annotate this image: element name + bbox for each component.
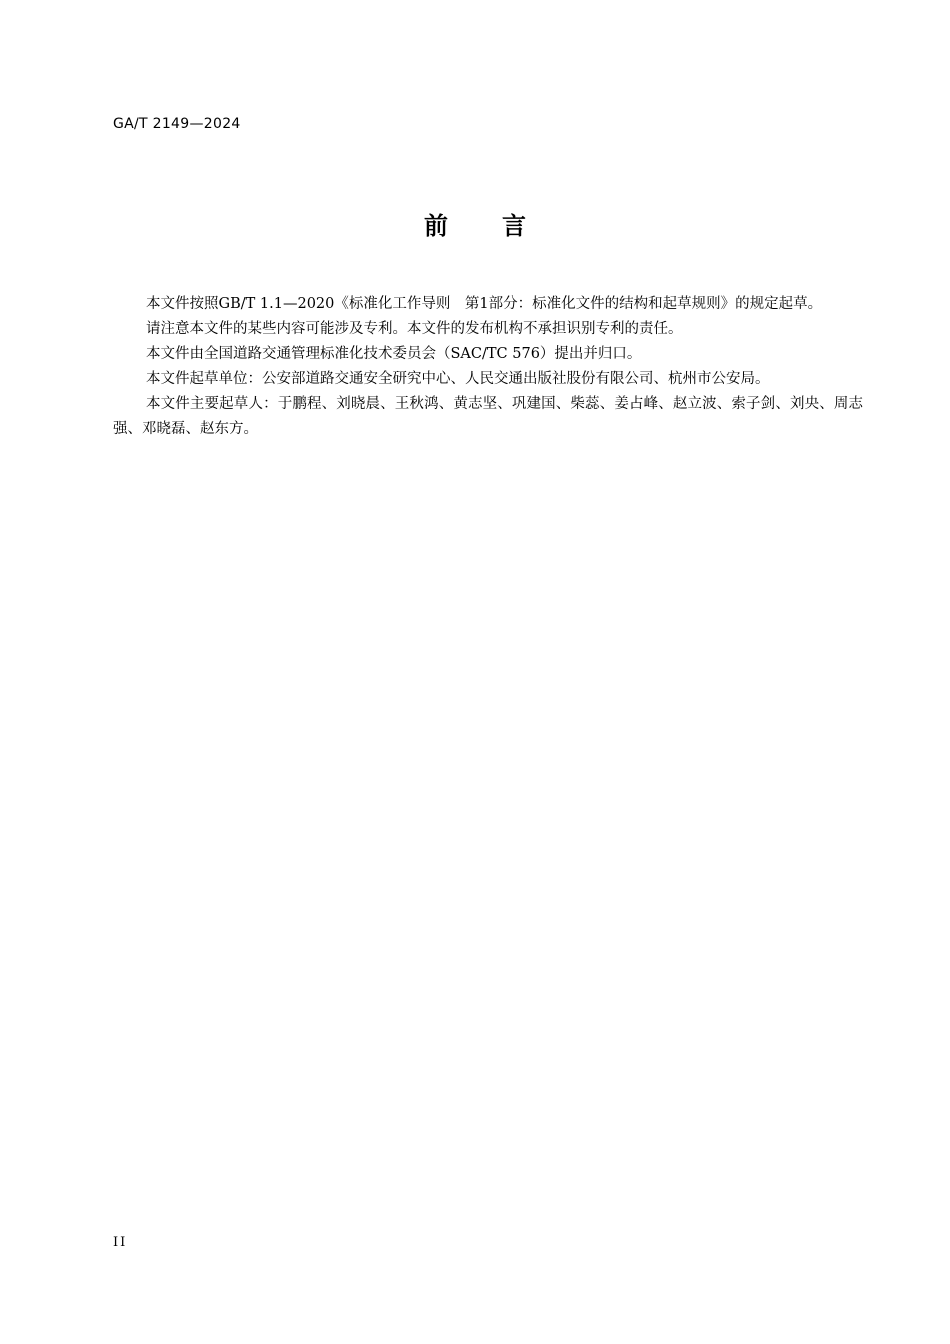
title-char-1: 前	[424, 212, 448, 240]
document-code: GA/T 2149—2024	[113, 116, 241, 132]
paragraph-drafting-rules: 本文件按照GB/T 1.1—2020《标准化工作导则 第1部分：标准化文件的结构和起草规则》的规定起草。	[146, 296, 823, 312]
paragraph-patent-notice: 请注意本文件的某些内容可能涉及专利。本文件的发布机构不承担识别专利的责任。	[146, 321, 683, 337]
foreword-body	[113, 292, 863, 442]
paragraph-drafting-units: 本文件起草单位：公安部道路交通安全研究中心、人民交通出版社股份有限公司、杭州市公安局。	[146, 371, 770, 387]
paragraph-proposer: 本文件由全国道路交通管理标准化技术委员会（SAC/TC 576）提出并归口。	[146, 346, 642, 362]
section-title	[0, 206, 950, 241]
paragraph-drafters: 本文件主要起草人：于鹏程、刘晓晨、王秋鸿、黄志坚、巩建国、柴蕊、姜占峰、赵立波、索子剑、刘央、周志强、邓晓磊、赵东方。	[113, 396, 863, 437]
page-number: II	[113, 1235, 128, 1250]
title-char-2: 言	[502, 212, 526, 240]
